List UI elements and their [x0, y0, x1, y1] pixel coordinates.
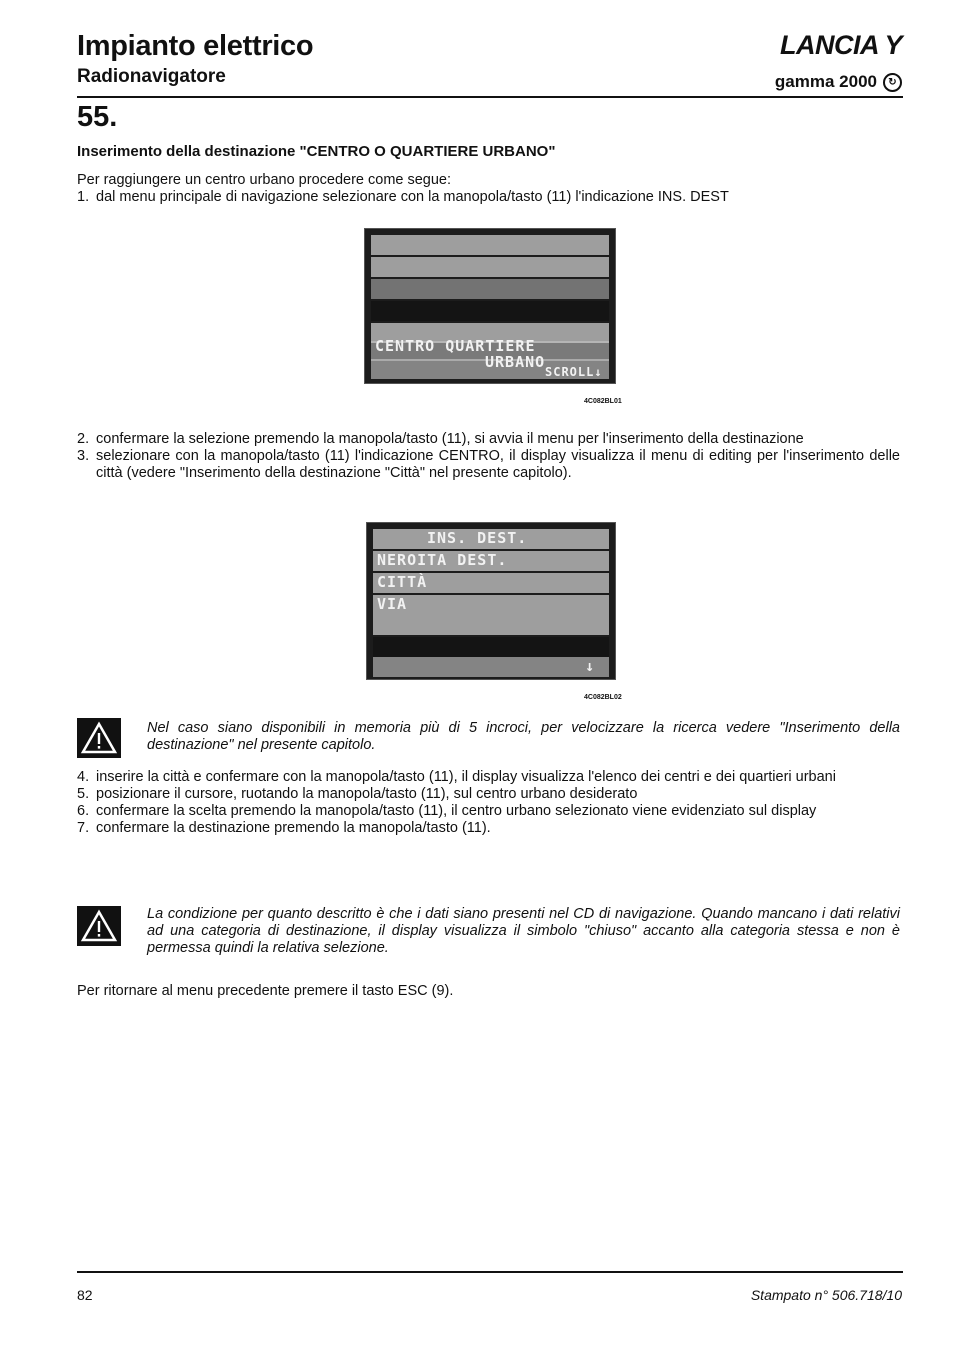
step-number: 3. — [77, 448, 90, 464]
warning-triangle-icon — [77, 718, 121, 758]
warning-note-2: La condizione per quanto descritto è che i dati siano presenti nel CD di navigazione. Quando mancano i dati relativi ad una categoria di destinazione, il display visualizza il simbolo "chiuso" accanto alla categoria stessa e non è permessa quindi la relativa selezione. — [147, 906, 900, 956]
display-row — [373, 595, 609, 615]
step-text: confermare la scelta premendo la manopola/tasto (11), il centro urbano selezionato viene evidenziato sul display — [96, 803, 817, 819]
page-number: 82 — [77, 1287, 93, 1303]
step-number: 1. — [77, 189, 90, 205]
print-reference: Stampato n° 506.718/10 — [750, 1287, 902, 1303]
step-text: posizionare il cursore, ruotando la manopola/tasto (11), sul centro urbano desiderato — [96, 786, 638, 802]
steps-block-c — [77, 769, 900, 837]
list-item — [77, 431, 900, 448]
display-line: URBANO — [485, 353, 546, 371]
display-screenshot-1 — [364, 228, 616, 384]
warning-triangle-icon — [77, 906, 121, 946]
header-subtitle: Radionavigatore — [77, 66, 226, 87]
step-text: inserire la città e confermare con la manopola/tasto (11), il display visualizza l'elenco dei centri e dei quartieri urbani — [96, 769, 836, 785]
header-range-label: gamma 2000 — [774, 72, 877, 91]
step-text: selezionare con la manopola/tasto (11) l'indicazione CENTRO, il display visualizza il menu di editing per l'inserimento delle città (vedere "Inserimento della destinazione "Città" nel presente capitolo). — [96, 448, 900, 481]
display-line: NEROITA DEST. — [377, 551, 508, 569]
closing-text: Per ritornare al menu precedente premere il tasto ESC (9). — [77, 983, 454, 999]
display-row — [373, 657, 609, 677]
list-item — [77, 769, 900, 786]
display-row — [371, 257, 609, 277]
steps-block-b — [77, 431, 900, 482]
figure-caption-1: 4C082BL01 — [584, 398, 622, 405]
display-row-highlight — [371, 301, 609, 321]
display-line: SCROLL↓ — [545, 365, 603, 379]
step-text: dal menu principale di navigazione selezionare con la manopola/tasto (11) l'indicazione INS. DEST — [96, 189, 729, 205]
intro-block — [77, 172, 900, 206]
display-line: CITTÀ — [377, 573, 428, 591]
list-item — [77, 803, 900, 820]
display-line: INS. DEST. — [427, 529, 528, 547]
list-item — [77, 189, 900, 206]
lancia-logo-icon: ↻ — [883, 73, 902, 92]
display-line: VIA — [377, 595, 408, 613]
header-rule — [77, 96, 903, 98]
step-text: confermare la selezione premendo la manopola/tasto (11), si avvia il menu per l'inserimento della destinazione — [96, 431, 804, 447]
display-row-highlight — [373, 637, 609, 657]
figure-caption-2: 4C082BL02 — [584, 694, 622, 701]
display-line: ↓ — [585, 657, 596, 675]
step-number: 6. — [77, 803, 90, 819]
step-number: 7. — [77, 820, 90, 836]
header-brand: LANCIA Y — [779, 30, 902, 60]
display-row — [371, 279, 609, 299]
section-title: Inserimento della destinazione "CENTRO O QUARTIERE URBANO" — [77, 143, 556, 160]
step-text: confermare la destinazione premendo la manopola/tasto (11). — [96, 820, 491, 836]
footer-rule — [77, 1271, 903, 1273]
header-title: Impianto elettrico — [77, 30, 314, 62]
list-item — [77, 448, 900, 482]
intro-text: Per raggiungere un centro urbano procedere come segue: — [77, 172, 452, 188]
step-number: 2. — [77, 431, 90, 447]
section-number: 55. — [77, 101, 118, 133]
step-number: 5. — [77, 786, 90, 802]
header-range — [775, 72, 902, 92]
step-number: 4. — [77, 769, 90, 785]
list-item — [77, 786, 900, 803]
display-row — [373, 615, 609, 635]
list-item — [77, 820, 900, 837]
warning-note-1: Nel caso siano disponibili in memoria più di 5 incroci, per velocizzare la ricerca vedere "Inserimento della destinazione" nel presente capitolo. — [147, 720, 900, 753]
display-line: CENTRO QUARTIERE — [375, 337, 536, 355]
display-row — [371, 235, 609, 255]
display-screenshot-2 — [366, 522, 616, 680]
